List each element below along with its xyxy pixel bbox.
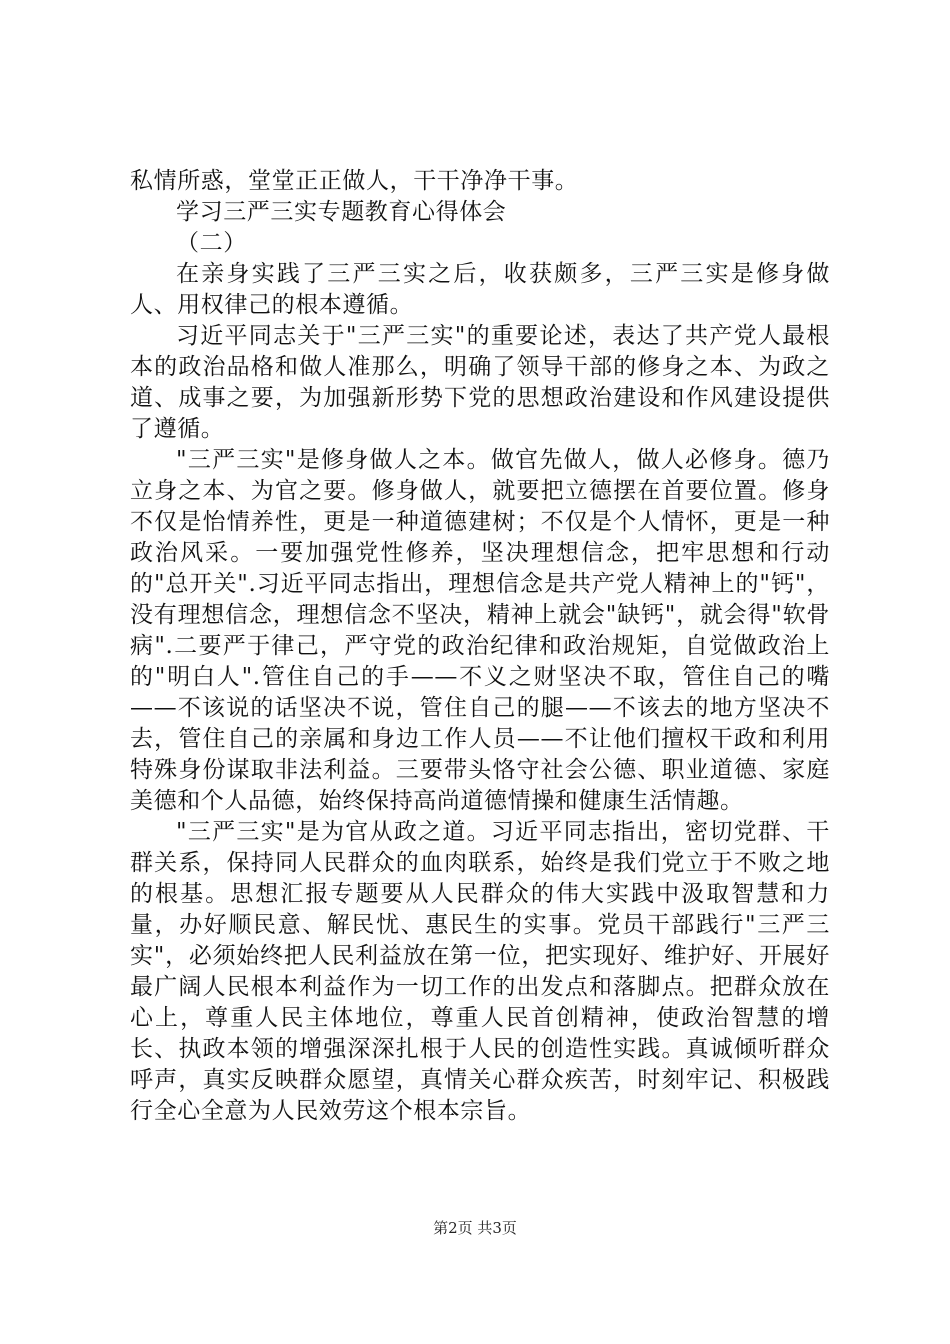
page-footer: 第2页 共3页 [433,1219,517,1237]
document-body [130,166,830,1127]
paragraph: "三严三实"是修身做人之本。做官先做人，做人必修身。德乃立身之本、为官之要。修身做人，就要把立德摆在首要位置。修身不仅是怡情养性，更是一种道德建树；不仅是个人情怀，更是一种政治风采。一要加强党性修养，坚决理想信念，把牢思想和行动的"总开关".习近平同志指出，理想信念是共产党人精神上的"钙"，没有理想信念，理想信念不坚决，精神上就会"缺钙"，就会得"软骨病".二要严于律己，严守党的政治纪律和政治规矩，自觉做政治上的"明白人".管住自己的手——不义之财坚决不取，管住自己的嘴——不该说的话坚决不说，管住自己的腿——不该去的地方坚决不去，管住自己的亲属和身边工作人员——不让他们擅权干政和利用特殊身份谋取非法利益。三要带头恪守社会公德、职业道德、家庭美德和个人品德，始终保持高尚道德情操和健康生活情趣。 [130,447,830,814]
paragraph-continuation: 私情所惑，堂堂正正做人，干干净净干事。 [130,168,579,194]
paragraph: 在亲身实践了三严三实之后，收获颇多，三严三实是修身做人、用权律己的根本遵循。 [130,261,830,318]
section-title: 学习三严三实专题教育心得体会 [176,199,507,225]
section-number: （二） [176,230,247,256]
paragraph: "三严三实"是为官从政之道。习近平同志指出，密切党群、干群关系，保持同人民群众的血肉联系，始终是我们党立于不败之地的根基。思想汇报专题要从人民群众的伟大实践中汲取智慧和力量，办好顺民意、解民忧、惠民生的实事。党员干部践行"三严三实"，必须始终把人民利益放在第一位，把实现好、维护好、开展好最广阔人民根本利益作为一切工作的出发点和落脚点。把群众放在心上，尊重人民主体地位，尊重人民首创精神，使政治智慧的增长、执政本领的增强深深扎根于人民的创造性实践。真诚倾听群众呼声，真实反映群众愿望，真情关心群众疾苦，时刻牢记、积极践行全心全意为人民效劳这个根本宗旨。 [130,819,830,1124]
paragraph: 习近平同志关于"三严三实"的重要论述，表达了共产党人最根本的政治品格和做人准那么，明确了领导干部的修身之本、为政之道、成事之要，为加强新形势下党的思想政治建设和作风建设提供了遵循。 [130,323,830,442]
